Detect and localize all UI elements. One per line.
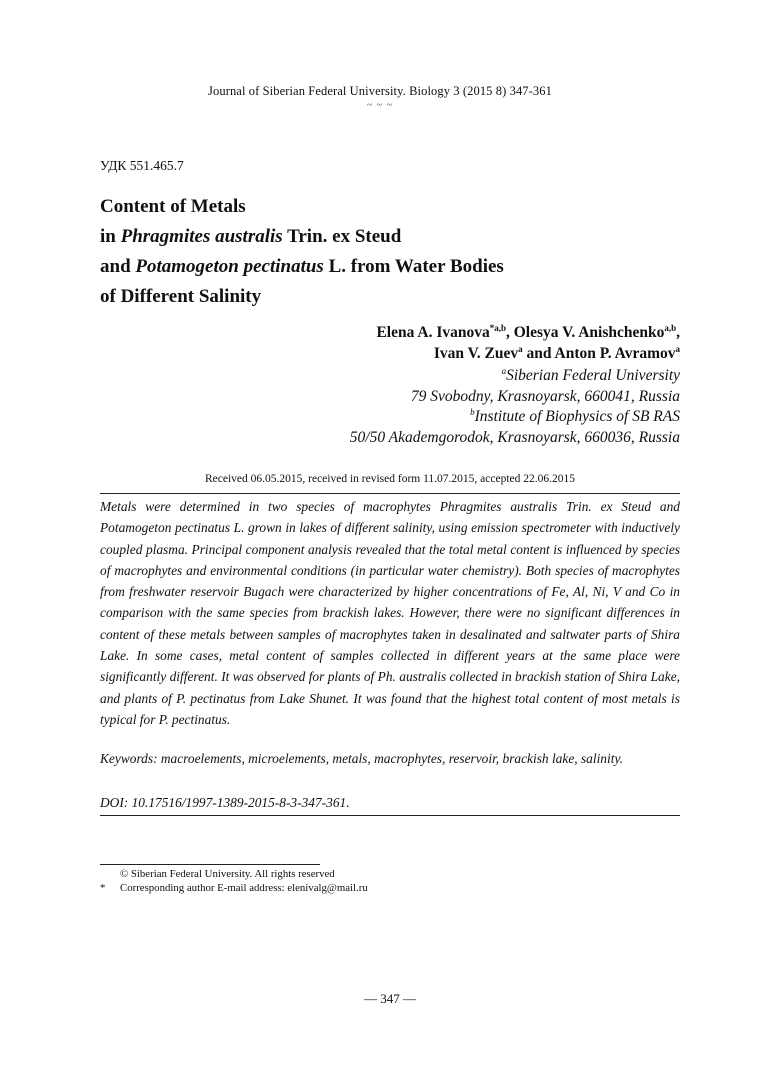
species-name-potamogeton: Potamogeton pectinatus [135,256,324,277]
title-text: in [100,226,121,247]
author-separator: and [522,345,555,362]
title-text: L. from Water Bodies [323,256,504,277]
page-number: — 347 — [364,991,416,1006]
journal-header: Journal of Siberian Federal University. Biology 3 (2015 8) 347-361 [208,84,552,98]
footnote-corresponding-author [100,881,368,895]
title-line-2 [100,222,680,252]
author-name: Anton P. Avramov [554,345,676,362]
affiliation-text: Siberian Federal University [506,367,680,384]
footnote-text: Corresponding author E-mail address: elenivalg@mail.ru [120,882,368,894]
author-line-1 [300,322,680,343]
affiliation-a-address: 79 Svobodny, Krasnoyarsk, 660041, Russia [410,387,680,405]
doi: DOI: 10.17516/1997-1389-2015-8-3-347-361. [100,795,350,810]
author-name: Ivan V. Zuev [433,345,519,362]
author-line-2 [300,343,680,364]
author-separator: , [676,324,680,341]
keywords: Keywords: macroelements, microelements, metals, macrophytes, reservoir, brackish lake, salinity. [100,751,623,766]
affiliation-text: Institute of Biophysics of SB RAS [474,408,680,425]
author-name: Olesya V. Anishchenko [513,324,665,341]
author-separator: , [506,324,514,341]
title-line-4: of Different Salinity [100,286,262,307]
affiliation-b-address: 50/50 Akademgorodok, Krasnoyarsk, 660036, Russia [349,428,680,446]
affiliation-a-name [240,366,680,387]
title-line-1: Content of Metals [100,196,246,217]
author-affiliation-mark: a,b [664,322,677,333]
footnote-mark: * [100,882,106,894]
article-title [100,192,680,312]
affiliation-mark: b [470,406,475,417]
author-name: Elena A. Ivanova [376,324,490,341]
author-list [300,322,680,364]
title-line-3 [100,252,680,282]
affiliation-mark: a [501,365,507,376]
footnote-text: © Siberian Federal University. All rights reserved [120,868,335,880]
author-affiliation-mark: a [675,343,680,354]
header-ornament: ~ ~ ~ [366,100,394,111]
footnote-copyright [100,867,335,881]
received-dates: Received 06.05.2015, received in revised form 11.07.2015, accepted 22.06.2015 [204,473,576,485]
affiliation-b-name [240,407,680,428]
title-text: and [100,256,136,277]
abstract: Metals were determined in two species of macrophytes Phragmites australis Trin. ex Steud and Potamogeton pectinatus L. grown in lakes of different salinity, using emission spectrometer with inductively coupled plasma. Principal component analysis revealed that the total metal content is influenced by species of macrophytes and environmental conditions (in particular water chemistry). Both species of macrophytes from freshwater reservoir Bugach were characterized by higher concentrations of Fe, Al, Ni, V and Co in comparison with the same species from brackish lakes. However, there were no significant differences in content of these metals between samples of macrophytes taken in desalinated and saltwater parts of Shira Lake. In some cases, metal content of samples collected in different years at the same place were significantly different. It was observed for plants of Ph. australis collected in brackish station of Shira Lake, and plants of P. pectinatus from Lake Shunet. It was found that the highest total content of most metals is typical for P. pectinatus. [100,499,680,727]
species-name-phragmites: Phragmites australis [120,226,283,247]
udk-code: УДК 551.465.7 [100,158,184,173]
affiliations [240,366,680,448]
abstract-bottom-rule [100,815,680,816]
author-affiliation-mark: *a,b [489,322,506,333]
title-text: Trin. ex Steud [282,226,402,247]
footnote-rule [100,864,320,865]
author-affiliation-mark: a [518,343,523,354]
abstract-top-rule [100,493,680,494]
